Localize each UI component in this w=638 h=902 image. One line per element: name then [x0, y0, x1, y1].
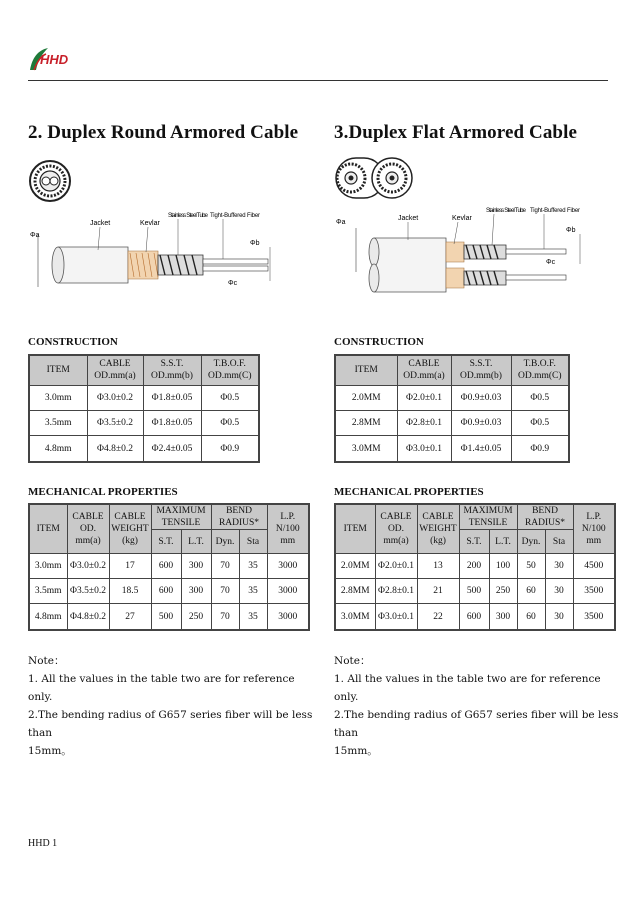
note-line: 15mm。	[334, 745, 378, 757]
left-label-tbof: Tight-Buffered Fiber	[210, 213, 260, 219]
lc-h-sst: S.S.T. OD.mm(b)	[143, 355, 201, 385]
cell: 2.8MM	[335, 410, 397, 435]
lm-h-od: CABLE OD. mm(a)	[67, 504, 109, 554]
lm-h-bend: BEND RADIUS*	[211, 504, 267, 530]
cell: Φ1.8±0.05	[143, 410, 201, 435]
rm-h-weight: CABLE WEIGHT (kg)	[417, 504, 459, 554]
cell: 70	[211, 554, 239, 579]
table-row	[29, 385, 259, 410]
rm-h-item: ITEM	[335, 504, 375, 554]
logo-text: HHD	[40, 52, 69, 67]
cell: 50	[517, 554, 545, 579]
cell: Φ0.5	[201, 385, 259, 410]
rm-h-dyn: Dyn.	[517, 530, 545, 554]
cell: 35	[239, 604, 267, 630]
left-label-kevlar: Kevlar	[140, 220, 160, 227]
note-line: 1. All the values in the table two are for reference only.	[28, 673, 295, 703]
right-notes	[334, 652, 624, 760]
cell: 3000	[267, 579, 309, 604]
cell: 200	[459, 554, 489, 579]
left-cross-section	[30, 161, 70, 201]
left-label-a: Φa	[30, 232, 40, 239]
cell: 3500	[573, 604, 615, 630]
cell: Φ0.5	[201, 410, 259, 435]
cell: 250	[181, 604, 211, 630]
cell: 100	[489, 554, 517, 579]
note-line: 15mm。	[28, 745, 72, 757]
cell: 30	[545, 604, 573, 630]
cell: Φ4.8±0.2	[87, 436, 143, 462]
cell: 35	[239, 554, 267, 579]
lm-h-tensile: MAXIMUM TENSILE	[151, 504, 211, 530]
cell: Φ1.8±0.05	[143, 385, 201, 410]
cell: Φ0.9±0.03	[451, 410, 511, 435]
note-line: 2.The bending radius of G657 series fiber will be less than	[334, 709, 619, 739]
right-cable-diagram	[334, 152, 624, 297]
cell: 4500	[573, 554, 615, 579]
cell: 70	[211, 579, 239, 604]
right-label-tbof: Tight-Buffered Fiber	[530, 208, 580, 214]
rm-h-tensile: MAXIMUM TENSILE	[459, 504, 517, 530]
table-row	[335, 554, 615, 579]
rc-h-od: CABLE OD.mm(a)	[397, 355, 451, 385]
cell: 4.8mm	[29, 436, 87, 462]
cell: 3.0mm	[29, 385, 87, 410]
table-row	[29, 410, 259, 435]
left-title: 2. Duplex Round Armored Cable	[28, 122, 299, 143]
cell: 4.8mm	[29, 604, 67, 630]
cell: Φ3.0±0.2	[67, 554, 109, 579]
right-label-sst: Stainless Steel Tube	[486, 208, 526, 214]
cell: 300	[181, 579, 211, 604]
left-construction-table	[28, 354, 260, 463]
lm-h-st: S.T.	[151, 530, 181, 554]
cell: 70	[211, 604, 239, 630]
cell: Φ3.5±0.2	[67, 579, 109, 604]
cell: 30	[545, 579, 573, 604]
cell: 3500	[573, 579, 615, 604]
lm-h-lt: L.T.	[181, 530, 211, 554]
rm-h-lt: L.T.	[489, 530, 517, 554]
cell: Φ3.5±0.2	[87, 410, 143, 435]
cell: 500	[151, 604, 181, 630]
right-cross-section	[336, 158, 412, 198]
right-mechanical-table	[334, 503, 616, 631]
cell: 21	[417, 579, 459, 604]
rm-h-bend: BEND RADIUS*	[517, 504, 573, 530]
cell: 3.0mm	[29, 554, 67, 579]
cell: 30	[545, 554, 573, 579]
left-mechanical-table	[28, 503, 310, 631]
cell: 3.0MM	[335, 436, 397, 462]
hhd-logo	[28, 46, 74, 72]
rc-h-sst: S.S.T. OD.mm(b)	[451, 355, 511, 385]
cell: Φ4.8±0.2	[67, 604, 109, 630]
note-line: 2.The bending radius of G657 series fiber will be less than	[28, 709, 313, 739]
left-construction-title: CONSTRUCTION	[28, 336, 118, 348]
cell: 600	[151, 554, 181, 579]
cell: Φ0.9±0.03	[451, 385, 511, 410]
right-label-c: Φc	[546, 259, 556, 266]
cell: 2.0MM	[335, 554, 375, 579]
rc-h-tbof: T.B.O.F. OD.mm(C)	[511, 355, 569, 385]
left-label-c: Φc	[228, 280, 238, 287]
table-row	[335, 604, 615, 630]
table-row	[335, 579, 615, 604]
right-mechanical-title: MECHANICAL PROPERTIES	[334, 486, 484, 498]
rc-h-item: ITEM	[335, 355, 397, 385]
cell: Φ3.0±0.1	[375, 604, 417, 630]
table-row	[29, 579, 309, 604]
right-label-a: Φa	[336, 219, 346, 226]
left-label-b: Φb	[250, 240, 260, 247]
cell: Φ2.4±0.05	[143, 436, 201, 462]
cell: 500	[459, 579, 489, 604]
table-row	[29, 436, 259, 462]
cell: 22	[417, 604, 459, 630]
right-label-jacket: Jacket	[398, 215, 419, 222]
cell: 2.0MM	[335, 385, 397, 410]
cell: 3.5mm	[29, 579, 67, 604]
note-line: Note：	[334, 655, 371, 667]
cell: 600	[459, 604, 489, 630]
cell: 3000	[267, 604, 309, 630]
rm-h-od: CABLE OD. mm(a)	[375, 504, 417, 554]
cell: 17	[109, 554, 151, 579]
header-rule	[28, 80, 608, 81]
cell: Φ2.0±0.1	[397, 385, 451, 410]
table-row	[335, 436, 569, 462]
note-line: 1. All the values in the table two are for reference only.	[334, 673, 601, 703]
right-construction-table	[334, 354, 570, 463]
cell: 18.5	[109, 579, 151, 604]
left-mechanical-title: MECHANICAL PROPERTIES	[28, 486, 178, 498]
cell: 3.5mm	[29, 410, 87, 435]
cell: 300	[489, 604, 517, 630]
rm-h-lp: L.P. N/100 mm	[573, 504, 615, 554]
cell: 300	[181, 554, 211, 579]
lm-h-item: ITEM	[29, 504, 67, 554]
lc-h-item: ITEM	[29, 355, 87, 385]
lc-h-tbof: T.B.O.F. OD.mm(C)	[201, 355, 259, 385]
cell: Φ2.0±0.1	[375, 554, 417, 579]
lm-h-weight: CABLE WEIGHT (kg)	[109, 504, 151, 554]
right-title: 3.Duplex Flat Armored Cable	[334, 122, 578, 143]
left-label-sst: Stainless Steel Tube	[168, 213, 208, 219]
table-row	[29, 604, 309, 630]
cell: Φ0.5	[511, 410, 569, 435]
cell: Φ3.0±0.1	[397, 436, 451, 462]
page-footer: HHD 1	[28, 838, 58, 849]
cell: Φ0.9	[201, 436, 259, 462]
cell: Φ3.0±0.2	[87, 385, 143, 410]
right-label-b: Φb	[566, 227, 576, 234]
cell: 35	[239, 579, 267, 604]
rm-h-sta: Sta	[545, 530, 573, 554]
left-notes	[28, 652, 318, 760]
cell: 27	[109, 604, 151, 630]
table-row	[29, 554, 309, 579]
right-construction-title: CONSTRUCTION	[334, 336, 424, 348]
cell: Φ1.4±0.05	[451, 436, 511, 462]
cell: Φ0.5	[511, 385, 569, 410]
cell: 2.8MM	[335, 579, 375, 604]
cell: 3000	[267, 554, 309, 579]
note-line: Note：	[28, 655, 65, 667]
left-label-jacket: Jacket	[90, 220, 111, 227]
rm-h-st: S.T.	[459, 530, 489, 554]
cell: Φ2.8±0.1	[397, 410, 451, 435]
cell: 600	[151, 579, 181, 604]
cell: Φ0.9	[511, 436, 569, 462]
lm-h-sta: Sta	[239, 530, 267, 554]
cell: 3.0MM	[335, 604, 375, 630]
lm-h-lp: L.P. N/100 mm	[267, 504, 309, 554]
lc-h-od: CABLE OD.mm(a)	[87, 355, 143, 385]
left-cable-diagram	[28, 155, 318, 295]
cell: 250	[489, 579, 517, 604]
table-row	[335, 410, 569, 435]
right-label-kevlar: Kevlar	[452, 215, 472, 222]
table-row	[335, 385, 569, 410]
cell: Φ2.8±0.1	[375, 579, 417, 604]
cell: 60	[517, 579, 545, 604]
lm-h-dyn: Dyn.	[211, 530, 239, 554]
cell: 60	[517, 604, 545, 630]
cell: 13	[417, 554, 459, 579]
